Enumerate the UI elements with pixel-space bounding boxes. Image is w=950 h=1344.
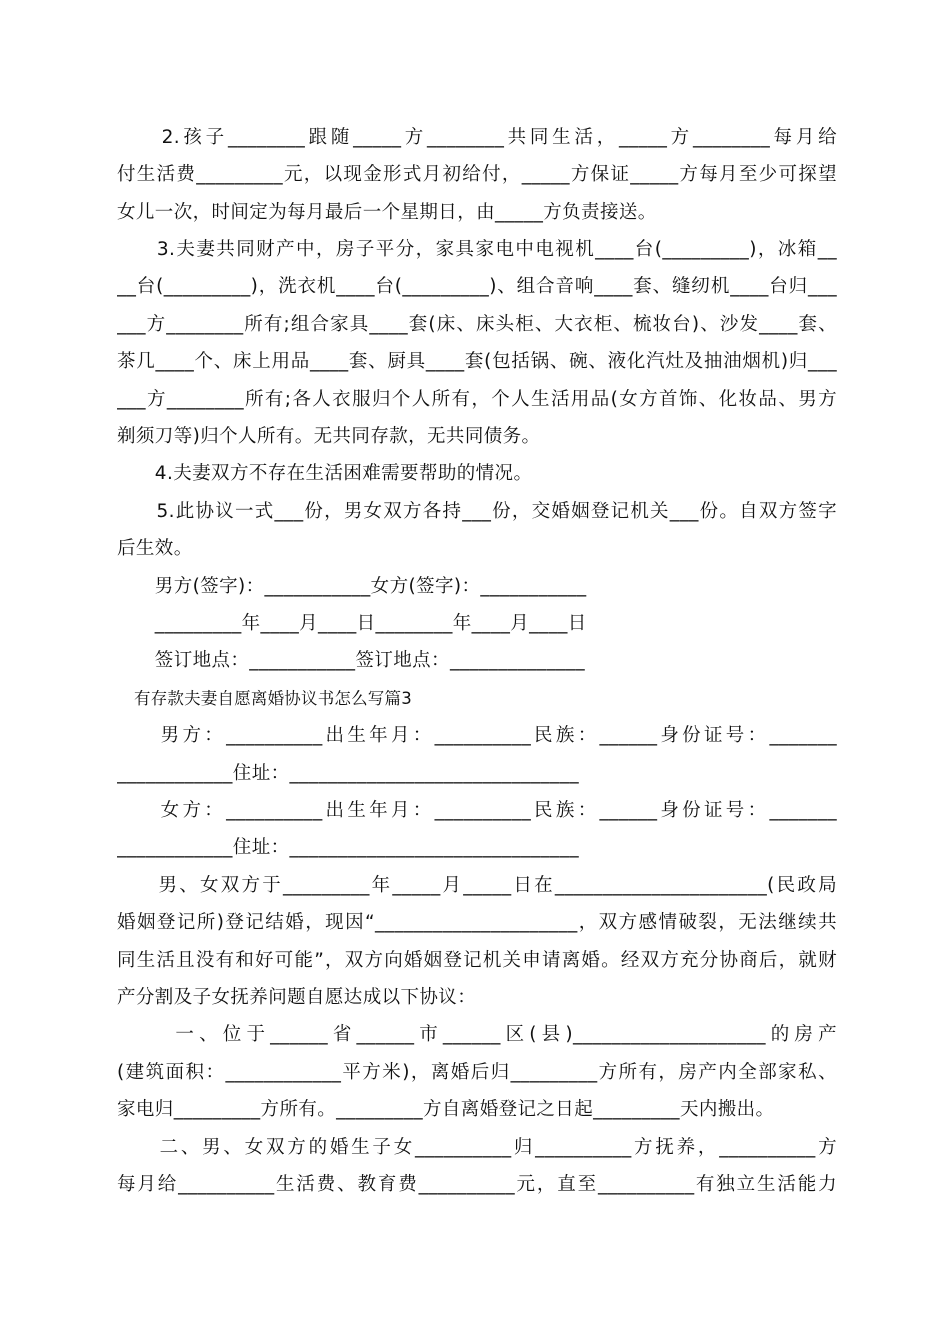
section-3-title: 有存款夫妻自愿离婚协议书怎么写篇3 (134, 689, 412, 708)
clause-2-line-2: 付生活费_________元，以现金形式月初给付，_____方保证_____方每月至少可探望 (117, 164, 837, 185)
place-line: 签订地点：___________签订地点：______________ (117, 650, 586, 671)
clause-3-line-3: ___方________所有;组合家具____套(床、床头柜、大衣柜、梳妆台)、沙发____套、 (117, 314, 837, 335)
clause-4-line-1: 4.夫妻双方不存在生活困难需要帮助的情况。 (117, 463, 533, 484)
property-clause-line-3: 家电归_________方所有。_________方自离婚登记之日起_________天内搬出。 (117, 1099, 775, 1120)
clause-3-line-4: 茶几____个、床上用品____套、厨具____套(包括锅、碗、液化汽灶及抽油烟机)归___ (117, 351, 837, 372)
intro-line-4: 产分割及子女抚养问题自愿达成以下协议： (117, 987, 477, 1008)
property-clause-line-2: (建筑面积：____________平方米)，离婚后归_________方所有，房产内全部家私、 (117, 1062, 837, 1083)
clause-2-line-1: 2.孩子________跟随_____方________共同生活，_____方________每月给 (117, 127, 837, 148)
custody-clause-line-1: 二、男、女双方的婚生子女__________归__________方抚养，__________方 (117, 1137, 837, 1158)
wife-info-line-2: ____________住址：______________________________ (117, 837, 579, 858)
signature-line: 男方(签字)：___________女方(签字)：___________ (117, 576, 587, 597)
clause-3-line-2: __台(_________)，洗衣机____台(_________)、组合音响____套、缝纫机____台归___ (117, 276, 837, 297)
custody-clause-line-2: 每月给__________生活费、教育费__________元，直至__________有独立生活能力 (117, 1174, 837, 1195)
clause-3-line-1: 3.夫妻共同财产中，房子平分，家具家电中电视机____台(_________)，冰箱__ (117, 239, 837, 260)
husband-info-line-2: ____________住址：______________________________ (117, 763, 579, 784)
intro-line-2: 婚姻登记所)登记结婚，现因“_____________________，双方感情破裂，无法继续共 (117, 912, 837, 933)
husband-info-line-1: 男方：__________出生年月：__________民族：______身份证号：_______ (117, 725, 837, 746)
date-line: _________年____月____日________年____月____日 (117, 613, 587, 634)
clause-3-line-5: ___方________所有;各人衣服归个人所有，个人生活用品(女方首饰、化妆品、男方 (117, 389, 837, 410)
intro-line-3: 同生活且没有和好可能”，双方向婚姻登记机关申请离婚。经双方充分协商后，就财 (117, 950, 837, 971)
wife-info-line-1: 女方：__________出生年月：__________民族：______身份证号：_______ (117, 800, 837, 821)
intro-line-1: 男、女双方于_________年_____月_____日在______________________(民政局 (117, 875, 837, 896)
property-clause-line-1: 一、位于______省______市______区(县)____________________的房产 (117, 1024, 837, 1045)
clause-3-line-6: 剃须刀等)归个人所有。无共同存款，无共同债务。 (117, 426, 541, 447)
clause-5-line-1: 5.此协议一式___份，男女双方各持___份，交婚姻登记机关___份。自双方签字 (117, 501, 837, 522)
clause-5-line-2: 后生效。 (117, 538, 193, 559)
clause-2-line-3: 女儿一次，时间定为每月最后一个星期日，由_____方负责接送。 (117, 202, 657, 223)
